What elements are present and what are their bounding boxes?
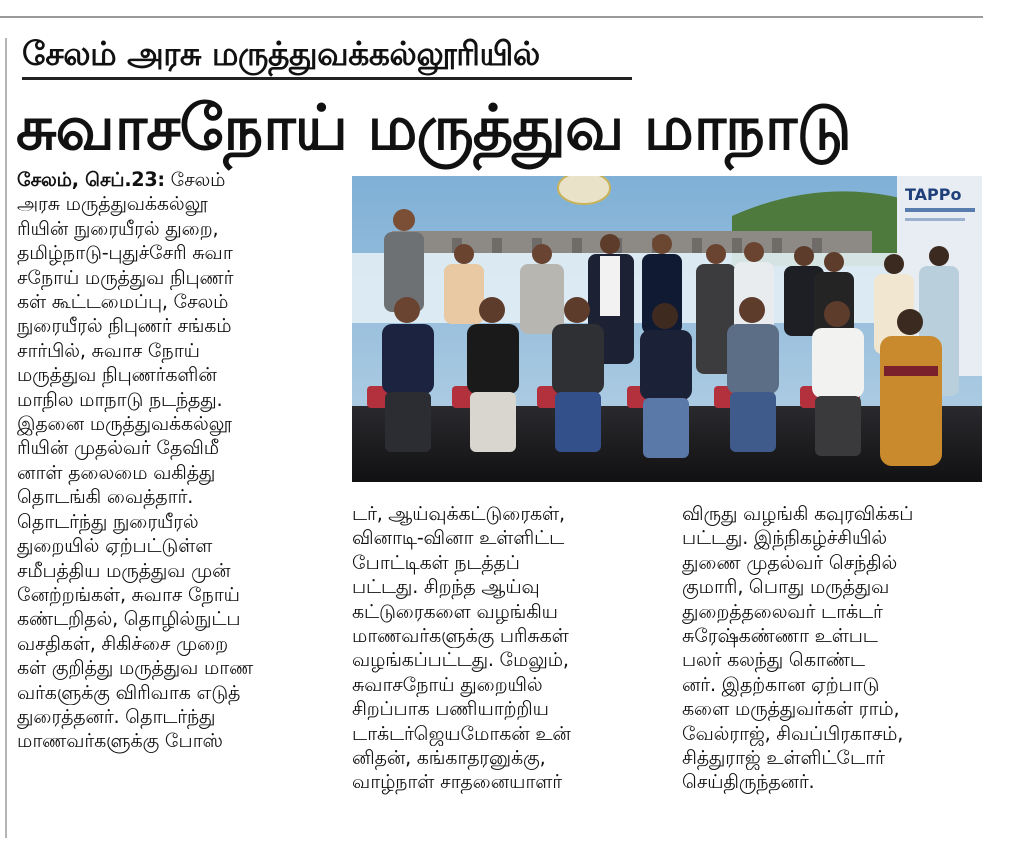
column-line: அரசு மருத்துவக்கல்லூ: [17, 192, 208, 216]
column-line: னர். இதற்கான ஏற்பாடு: [682, 672, 880, 696]
column-line: கண்டறிதல், தொழில்நுட்ப: [17, 607, 241, 631]
column-line: வசதிகள், சிகிச்சை முறை: [17, 631, 229, 655]
article-column-2: [352, 502, 662, 795]
column-line: துணை முதல்வர் செந்தில்: [682, 550, 898, 574]
column-line: கள் குறித்து மருத்துவ மாண: [17, 656, 254, 680]
column-line: சுவாசநோய் துறையில்: [352, 672, 543, 696]
column-line: பட்டது. சிறந்த ஆய்வு: [352, 575, 540, 599]
column-line: சநோய் மருத்துவ நிபுணர்: [17, 265, 234, 289]
column-line: ரியின் முதல்வர் தேவிமீ: [17, 436, 219, 460]
column-line: மாணவர்களுக்கு பரிசுகள்: [352, 624, 569, 648]
column-line: சிறப்பாக பணியாற்றிய: [352, 697, 549, 721]
column-line: டர், ஆய்வுக்கட்டுரைகள்,: [352, 502, 565, 525]
event-logo: [558, 176, 610, 204]
column-line: வழங்கப்பட்டது. மேலும்,: [352, 648, 569, 672]
column-line: துரைத்தனர். தொடர்ந்து: [17, 704, 216, 728]
column-line: னாள் தலைமை வகித்து: [17, 460, 216, 484]
column-line: னிதன், கங்காதரனுக்கு,: [352, 746, 546, 770]
top-rule: [0, 16, 983, 18]
column-line: மாணவர்களுக்கு போஸ்: [17, 729, 223, 753]
column-line: டாக்டர்ஜெயமோகன் உன்: [352, 721, 571, 745]
column-line: தொடர்ந்து நுரையீரல்: [17, 509, 199, 533]
column-line: சேலம்: [170, 168, 226, 191]
column-line: இதனை மருத்துவக்கல்லூ: [17, 412, 232, 436]
left-rule: [5, 38, 7, 838]
column-line: செய்திருந்தனர்.: [682, 770, 815, 794]
group-photo-illustration: [352, 176, 982, 482]
column-line: வினாடி-வினா உள்ளிட்ட: [352, 526, 565, 550]
article-column-3: [682, 502, 982, 795]
column-line: பலர் கலந்து கொண்ட: [682, 648, 865, 672]
banner-brand: TAPPo: [905, 185, 962, 204]
column-line: சுரேஷ்கண்ணா உள்பட: [682, 624, 878, 648]
column-line: சார்பில், சுவாச நோய்: [17, 338, 200, 362]
column-line: சித்துராஜ் உள்ளிட்டோர்: [682, 746, 885, 770]
column-line: வேல்ராஜ், சிவப்பிரகாசம்,: [682, 721, 904, 745]
first-line: [17, 168, 335, 192]
column-line: சமீபத்திய மருத்துவ முன்: [17, 558, 231, 582]
column-line: தொடங்கி வைத்தார்.: [17, 485, 194, 509]
dateline: சேலம், செப்.23:: [17, 168, 165, 191]
column-line: நுரையீரல் நிபுணர் சங்கம்: [17, 314, 232, 338]
column-line: விருது வழங்கி கவுரவிக்கப்: [682, 502, 914, 525]
column-line: கள் கூட்டமைப்பு, சேலம்: [17, 290, 229, 314]
column-line: களை மருத்துவர்கள் ராம்,: [682, 697, 900, 721]
column-line: மருத்துவ நிபுணர்களின்: [17, 363, 217, 387]
column-line: துறைத்தலைவர் டாக்டர்: [682, 599, 883, 623]
column-line: பட்டது. இந்நிகழ்ச்சியில்: [682, 526, 888, 550]
column-line: போட்டிகள் நடத்தப்: [352, 550, 520, 574]
column-line: குமாரி, பொது மருத்துவ: [682, 575, 890, 599]
column-line: மாநில மாநாடு நடந்தது.: [17, 387, 223, 411]
kicker-headline: சேலம் அரசு மருத்துவக்கல்லூரியில்: [22, 34, 632, 80]
column-line: தமிழ்நாடு-புதுச்சேரி சுவா: [17, 241, 233, 265]
article-column-1: [17, 168, 335, 754]
column-line: ரியின் நுரையீரல் துறை,: [17, 216, 219, 240]
column-line: வர்களுக்கு விரிவாக எடுத்: [17, 680, 241, 704]
group-photo: [352, 176, 982, 482]
main-headline: சுவாசநோய் மருத்துவ மாநாடு: [16, 91, 851, 164]
column-line: துறையில் ஏற்பட்டுள்ள: [17, 534, 213, 558]
column-line: னேற்றங்கள், சுவாச நோய்: [17, 582, 240, 606]
column-line: கட்டுரைகளை வழங்கிய: [352, 599, 558, 623]
column-line: வாழ்நாள் சாதனையாளர்: [352, 770, 563, 794]
